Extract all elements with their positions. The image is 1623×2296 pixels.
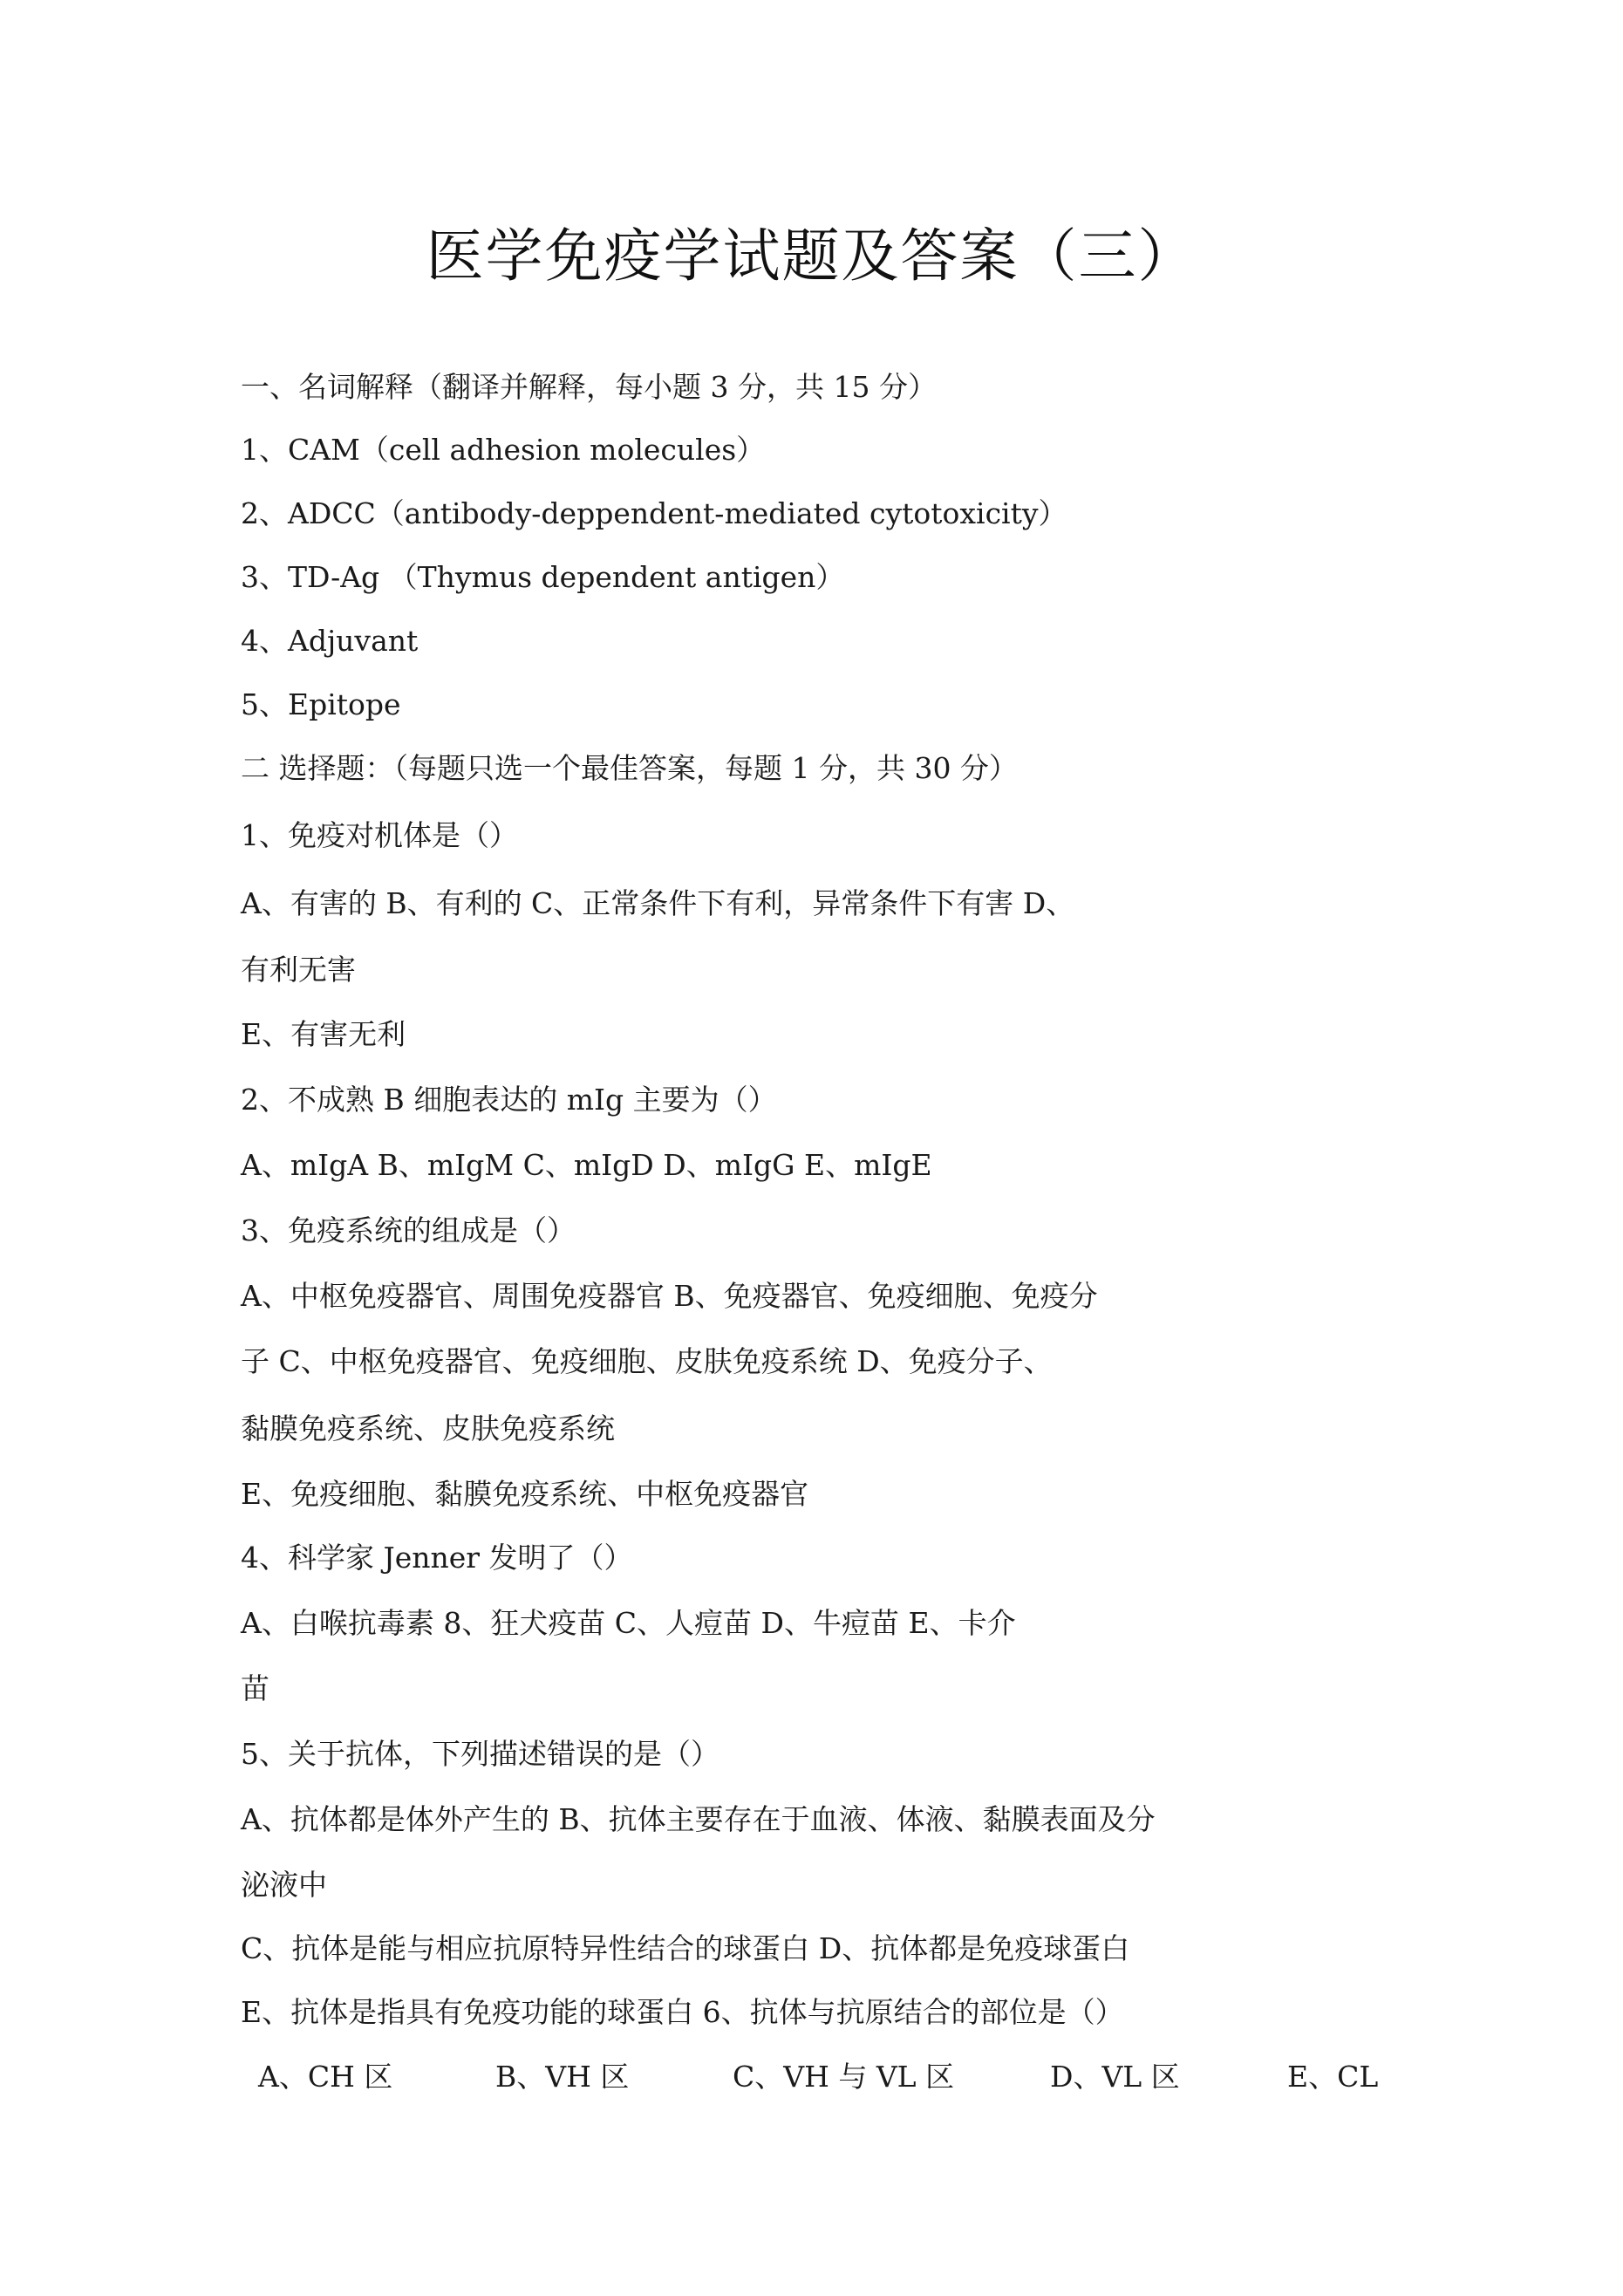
q6-option-c: C、VH 与 VL 区 — [733, 2060, 955, 2094]
option-text: 有利无害 — [241, 953, 356, 987]
option-text: A、mIgA B、mIgM C、mIgD D、mIgG E、mIgE — [241, 1148, 932, 1182]
text-line: 4、Adjuvant — [241, 624, 419, 658]
text-line: 1、CAM（cell adhesion molecules） — [241, 433, 766, 467]
q6-option-b: B、VH 区 — [495, 2060, 630, 2094]
text-line: 3、TD-Ag （Thymus dependent antigen） — [241, 560, 845, 594]
q6-option-d: D、VL 区 — [1050, 2060, 1180, 2094]
question-text: 5、关于抗体，下列描述错误的是（） — [241, 1737, 719, 1771]
option-text: A、有害的 B、有利的 C、正常条件下有利，异常条件下有害 D、 — [241, 886, 1075, 920]
option-text: A、白喉抗毒素 8、狂犬疫苗 C、人痘苗 D、牛痘苗 E、卡介 — [241, 1606, 1016, 1640]
question-text: 3、免疫系统的组成是（） — [241, 1213, 576, 1247]
option-text: 泌液中 — [241, 1868, 327, 1902]
option-text: E、抗体是指具有免疫功能的球蛋白 6、抗体与抗原结合的部位是（） — [241, 1995, 1124, 2029]
option-text: E、有害无利 — [241, 1017, 406, 1051]
question-text: 1、免疫对机体是（） — [241, 818, 518, 852]
question-text: 2、不成熟 B 细胞表达的 mIg 主要为（） — [241, 1083, 777, 1117]
section-heading: 一、名词解释（翻译并解释，每小题 3 分，共 15 分） — [241, 370, 937, 404]
option-text: A、中枢免疫器官、周围免疫器官 B、免疫器官、免疫细胞、免疫分 — [241, 1279, 1098, 1313]
option-text: E、免疫细胞、黏膜免疫系统、中枢免疫器官 — [241, 1477, 809, 1511]
q6-option-e: E、CL — [1287, 2060, 1379, 2094]
document-title: 医学免疫学试题及答案（三） — [426, 222, 1197, 290]
text-line: 5、Epitope — [241, 687, 401, 721]
option-text: A、抗体都是体外产生的 B、抗体主要存在于血液、体液、黏膜表面及分 — [241, 1802, 1156, 1836]
section-heading: 二 选择题：（每题只选一个最佳答案，每题 1 分，共 30 分） — [241, 751, 1018, 785]
option-text: C、抗体是能与相应抗原特异性结合的球蛋白 D、抗体都是免疫球蛋白 — [241, 1931, 1130, 1965]
text-line: 2、ADCC（antibody-deppendent-mediated cytotoxicity） — [241, 496, 1067, 530]
option-text: 黏膜免疫系统、皮肤免疫系统 — [241, 1411, 615, 1445]
question-text: 4、科学家 Jenner 发明了（） — [241, 1541, 633, 1575]
q6-option-a: A、CH 区 — [258, 2060, 393, 2094]
option-text: 苗 — [241, 1671, 269, 1705]
option-text: 子 C、中枢免疫器官、免疫细胞、皮肤免疫系统 D、免疫分子、 — [241, 1344, 1053, 1378]
